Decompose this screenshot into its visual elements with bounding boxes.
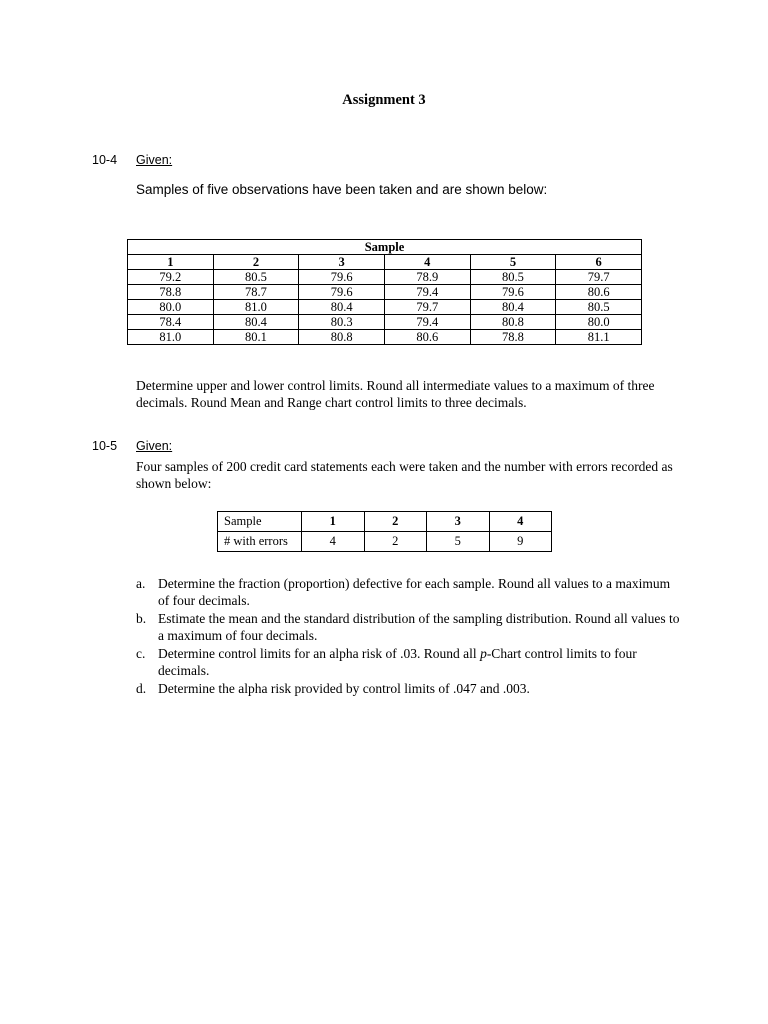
table-cell: 78.4: [128, 315, 214, 330]
table-row: [128, 300, 642, 315]
list-item-text-cont: -Chart control limits to four decimals.: [158, 646, 637, 678]
list-item: [136, 575, 681, 609]
table-cell: 78.9: [384, 270, 470, 285]
table-cell: 2: [364, 532, 427, 552]
table-cell: 80.8: [299, 330, 385, 345]
table-cell: 80.3: [299, 315, 385, 330]
table-cell: 79.6: [470, 285, 556, 300]
table-cell: 79.2: [128, 270, 214, 285]
table-cell: 81.1: [556, 330, 642, 345]
list-item: [136, 610, 681, 644]
problem-instructions: Determine upper and lower control limits. Round all intermediate values to a maximum of three decimals. Round Mean and Range chart control limits to three decimals.: [136, 378, 655, 410]
table-cell: 81.0: [128, 330, 214, 345]
list-item: [136, 680, 681, 697]
table-header-row: [218, 512, 552, 532]
table-cell: 80.0: [556, 315, 642, 330]
list-marker: d.: [136, 681, 147, 696]
table-cell: 79.6: [299, 285, 385, 300]
table-row: [218, 532, 552, 552]
italic-p: p: [480, 646, 487, 661]
table-cell: 80.4: [299, 300, 385, 315]
list-item: [136, 645, 681, 679]
table-cell: 78.8: [128, 285, 214, 300]
list-marker: a.: [136, 576, 146, 591]
table-cell: 80.0: [128, 300, 214, 315]
column-header: 3: [427, 512, 490, 532]
column-header: 3: [299, 255, 385, 270]
column-header: 2: [213, 255, 299, 270]
list-item-text: Determine control limits for an alpha risk of .03. Round all: [158, 646, 481, 661]
table-cell: 5: [427, 532, 490, 552]
table-cell: 80.5: [556, 300, 642, 315]
table-cell: 80.6: [556, 285, 642, 300]
list-marker: c.: [136, 646, 146, 661]
table-cell: 80.6: [384, 330, 470, 345]
column-header: 4: [489, 512, 552, 532]
table-cell: 78.7: [213, 285, 299, 300]
problem-number: 10-5: [92, 439, 118, 453]
table-row: [128, 270, 642, 285]
column-header: 2: [364, 512, 427, 532]
table-row: [128, 285, 642, 300]
column-header: 1: [302, 512, 365, 532]
table-cell: 80.4: [213, 315, 299, 330]
column-header: 1: [128, 255, 214, 270]
question-parts-list: [136, 575, 681, 698]
given-label: Given:: [136, 439, 173, 453]
column-header: 6: [556, 255, 642, 270]
problem-intro: Four samples of 200 credit card statements each were taken and the number with errors recorded as shown below:: [136, 459, 673, 491]
table-cell: 79.4: [384, 315, 470, 330]
page-title: Assignment 3: [342, 92, 426, 108]
list-marker: b.: [136, 611, 147, 626]
table-cell: 80.5: [470, 270, 556, 285]
list-item-text: Determine the fraction (proportion) defective for each sample. Round all values to a maximum of four decimals.: [158, 576, 671, 608]
problem-intro: Samples of five observations have been taken and are shown below:: [136, 182, 548, 197]
list-item-text: Estimate the mean and the standard distribution of the sampling distribution. Round all values to a maximum of four decimals.: [158, 611, 680, 643]
problem-number: 10-4: [92, 153, 118, 167]
table-cell: 9: [489, 532, 552, 552]
table-cell: 80.5: [213, 270, 299, 285]
table-cell: 78.8: [470, 330, 556, 345]
table-cell: 4: [302, 532, 365, 552]
table-cell: 80.4: [470, 300, 556, 315]
table-row: [128, 315, 642, 330]
table-cell: 81.0: [213, 300, 299, 315]
sample-table: [127, 239, 642, 345]
list-item-text: Determine the alpha risk provided by control limits of .047 and .003.: [158, 681, 530, 696]
table-cell: 79.6: [299, 270, 385, 285]
given-label: Given:: [136, 153, 173, 167]
column-header: 4: [384, 255, 470, 270]
table-group-header: Sample: [128, 240, 642, 255]
row-label: # with errors: [218, 532, 302, 552]
errors-table: [217, 511, 552, 552]
table-cell: 80.8: [470, 315, 556, 330]
table-cell: 79.7: [384, 300, 470, 315]
row-label: Sample: [218, 512, 302, 532]
table-row: [128, 330, 642, 345]
table-cell: 80.1: [213, 330, 299, 345]
table-header-row: [128, 255, 642, 270]
column-header: 5: [470, 255, 556, 270]
table-cell: 79.4: [384, 285, 470, 300]
table-group-header-row: [128, 240, 642, 255]
table-cell: 79.7: [556, 270, 642, 285]
